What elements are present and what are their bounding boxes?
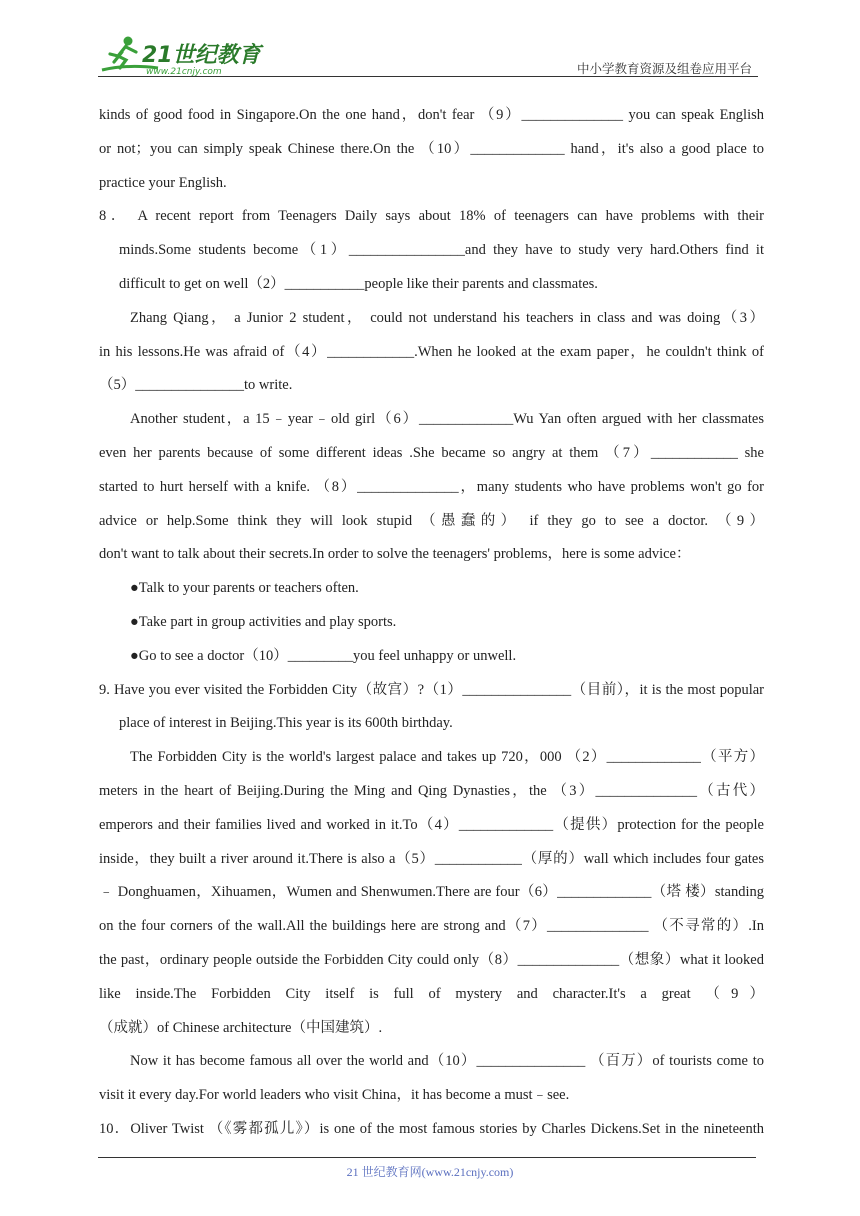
text-line: ﹣ Donghuamen，Xihuamen，Wumen and Shenwumen.There are four（6）_____________（塔 楼）standing (99, 884, 764, 901)
text-line: practice your English. (99, 174, 227, 191)
advice-item: ●Talk to your parents or teachers often. (130, 580, 359, 597)
paragraph-start: Zhang Qiang， a Junior 2 student， could not understand his teachers in class and was doing（3） (130, 309, 764, 326)
platform-title: 中小学教育资源及组卷应用平台 (576, 62, 752, 76)
text-line: on the four corners of the wall.All the buildings here are strong and（7）______________ （不寻常的）.In (99, 918, 764, 935)
text-line: （成就）of Chinese architecture（中国建筑）. (99, 1019, 383, 1036)
text-line: started to hurt herself with a knife. （8）______________，many students who have problems won't go for (99, 478, 764, 495)
page-footer: 21 世纪教育网(www.21cnjy.com) (346, 1165, 514, 1179)
text-line: visit it every day.For world leaders who visit China，it has become a must﹣see. (99, 1087, 570, 1104)
text-line: place of interest in Beijing.This year is its 600th birthday. (119, 715, 453, 732)
text-line: even her parents because of some different ideas .She became so angry at them （7）____________ she (99, 444, 764, 461)
text-line: meters in the heart of Beijing.During the Ming and Qing Dynasties，the （3）______________（古代） (99, 782, 764, 799)
text-line: don't want to talk about their secrets.In order to solve the teenagers' problems，here is some advice： (99, 546, 691, 563)
paragraph-start: Another student，a 15﹣year﹣old girl（6）_____________Wu Yan often argued with her classmates (130, 411, 764, 428)
question-10-title: 10．Oliver Twist （《雾都孤儿》）is one of the most famous stories by Charles Dickens.Set in the nineteenth (99, 1120, 764, 1137)
advice-item: ●Go to see a doctor（10）_________you feel unhappy or unwell. (130, 647, 517, 664)
paragraph-start: The Forbidden City is the world's largest palace and takes up 720，000 （2）_____________（平方） (130, 749, 764, 766)
svg-text:21世纪教育: 21世纪教育 (142, 43, 261, 68)
text-line: in his lessons.He was afraid of（4）____________.When he looked at the exam paper，he couldn't think of (99, 343, 764, 360)
page-header (98, 32, 758, 78)
question-8-title: 8． A recent report from Teenagers Daily says about 18% of teenagers can have problems with their (99, 208, 764, 225)
text-line: kinds of good food in Singapore.On the one hand，don't fear （9）______________ you can speak English (99, 107, 764, 123)
logo (98, 34, 268, 76)
text-line: like inside.The Forbidden City itself is full of mystery and character.It's a great （9） (99, 985, 764, 1002)
text-line: the past，ordinary people outside the Forbidden City could only（8）______________（想象）what it looked (99, 951, 764, 968)
advice-item: ●Take part in group activities and play sports. (130, 613, 397, 630)
svg-text:www.21cnjy.com: www.21cnjy.com (146, 67, 222, 76)
paragraph-start: Now it has become famous all over the world and（10）_______________ （百万）of tourists come to (130, 1053, 764, 1070)
text-line: minds.Some students become（1）________________and they have to study very hard.Others find it (119, 242, 764, 259)
footer-divider (98, 1157, 756, 1158)
text-line: advice or help.Some think they will look stupid （愚蠢的） if they go to see a doctor. （9） (99, 512, 764, 529)
text-line: difficult to get on well（2）___________people like their parents and classmates. (119, 275, 598, 292)
text-line: or not；you can simply speak Chinese there.On the （10）_____________ hand，it's also a good place to (99, 140, 764, 157)
text-line: inside，they built a river around it.There is also a（5）____________（厚的）wall which includes four gates (99, 850, 764, 867)
header-divider (98, 76, 758, 77)
text-line: emperors and their families lived and worked in it.To（4）_____________（提供）protection for the people (99, 816, 764, 833)
document-body (99, 99, 764, 1147)
text-line: （5）_______________to write. (99, 377, 293, 394)
question-9-title: 9. Have you ever visited the Forbidden City（故宫）?（1）_______________（目前），it is the most popular (99, 681, 764, 698)
runner-logo-icon (98, 34, 268, 76)
